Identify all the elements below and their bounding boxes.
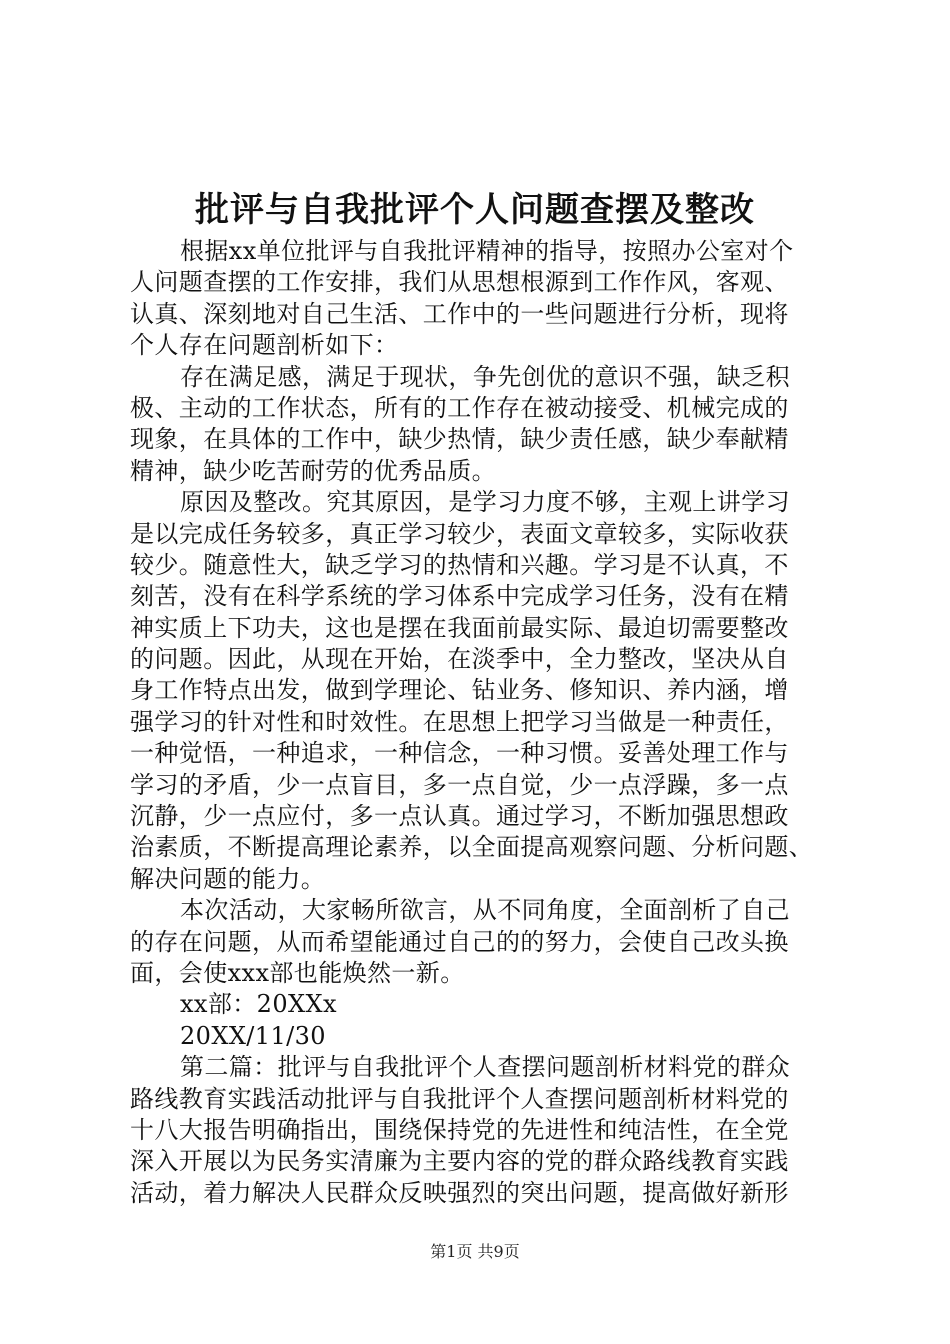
body-text-line: 认真、深刻地对自己生活、工作中的一些问题进行分析，现将 xyxy=(130,299,789,328)
document-title: 批评与自我批评个人问题查摆及整改 xyxy=(195,190,755,230)
body-text-line: 个人存在问题剖析如下： xyxy=(130,331,399,360)
body-text-line: 20XX/11/30 xyxy=(180,1021,326,1050)
body-text-line: 刻苦，没有在科学系统的学习体系中完成学习任务，没有在精 xyxy=(130,582,789,611)
body-text-line: 人问题查摆的工作安排，我们从思想根源到工作作风，客观、 xyxy=(130,268,789,297)
body-text-line: 精神，缺少吃苦耐劳的优秀品质。 xyxy=(130,456,496,485)
body-text-line: 一种觉悟，一种追求，一种信念，一种习惯。妥善处理工作与 xyxy=(130,739,789,768)
body-text-line: 本次活动，大家畅所欲言，从不同角度，全面剖析了自己 xyxy=(180,896,790,925)
body-text-line: 深入开展以为民务实清廉为主要内容的党的群众路线教育实践 xyxy=(130,1147,789,1176)
body-text-line: 的存在问题，从而希望能通过自己的的努力，会使自己改头换 xyxy=(130,927,789,956)
body-text-line: 的问题。因此，从现在开始，在淡季中，全力整改，坚决从自 xyxy=(130,645,789,674)
body-text-line: 极、主动的工作状态，所有的工作存在被动接受、机械完成的 xyxy=(130,393,789,422)
body-text-line: 较少。随意性大，缺乏学习的热情和兴趣。学习是不认真，不 xyxy=(130,550,789,579)
body-text-line: 学习的矛盾，少一点盲目，多一点自觉，少一点浮躁，多一点 xyxy=(130,770,789,799)
body-text-line: 解决问题的能力。 xyxy=(130,864,326,893)
body-text-line: 强学习的针对性和时效性。在思想上把学习当做是一种责任， xyxy=(130,707,789,736)
body-text-line: 路线教育实践活动批评与自我批评个人查摆问题剖析材料党的 xyxy=(130,1084,789,1113)
body-text-line: 身工作特点出发，做到学理论、钻业务、修知识、养内涵，增 xyxy=(130,676,789,705)
body-text-line: 活动，着力解决人民群众反映强烈的突出问题，提高做好新形 xyxy=(130,1178,789,1207)
body-text-line: 根据xx单位批评与自我批评精神的指导，按照办公室对个 xyxy=(180,237,794,265)
document-body xyxy=(130,236,830,1209)
body-text-line: 存在满足感，满足于现状，争先创优的意识不强，缺乏积 xyxy=(180,362,790,391)
body-text-line: 十八大报告明确指出，围绕保持党的先进性和纯洁性，在全党 xyxy=(130,1115,789,1144)
body-text-line: 是以完成任务较多，真正学习较少，表面文章较多，实际收获 xyxy=(130,519,789,548)
body-text-line: 现象，在具体的工作中，缺少热情，缺少责任感，缺少奉献精 xyxy=(130,425,789,454)
body-text-line: xx部：20XXx xyxy=(180,990,337,1019)
page-number-label: 第1页 共9页 xyxy=(430,1242,520,1261)
body-text-line: 原因及整改。究其原因，是学习力度不够，主观上讲学习 xyxy=(180,488,790,517)
body-text-line: 面，会使xxx部也能焕然一新。 xyxy=(130,958,465,987)
body-text-line: 沉静，少一点应付，多一点认真。通过学习，不断加强思想政 xyxy=(130,802,789,831)
page-footer xyxy=(0,1241,950,1263)
body-text-line: 神实质上下功夫，这也是摆在我面前最实际、最迫切需要整改 xyxy=(130,613,789,642)
body-text-line: 第二篇：批评与自我批评个人查摆问题剖析材料党的群众 xyxy=(180,1053,790,1082)
body-text-line: 治素质，不断提高理论素养，以全面提高观察问题、分析问题、 xyxy=(130,833,814,862)
